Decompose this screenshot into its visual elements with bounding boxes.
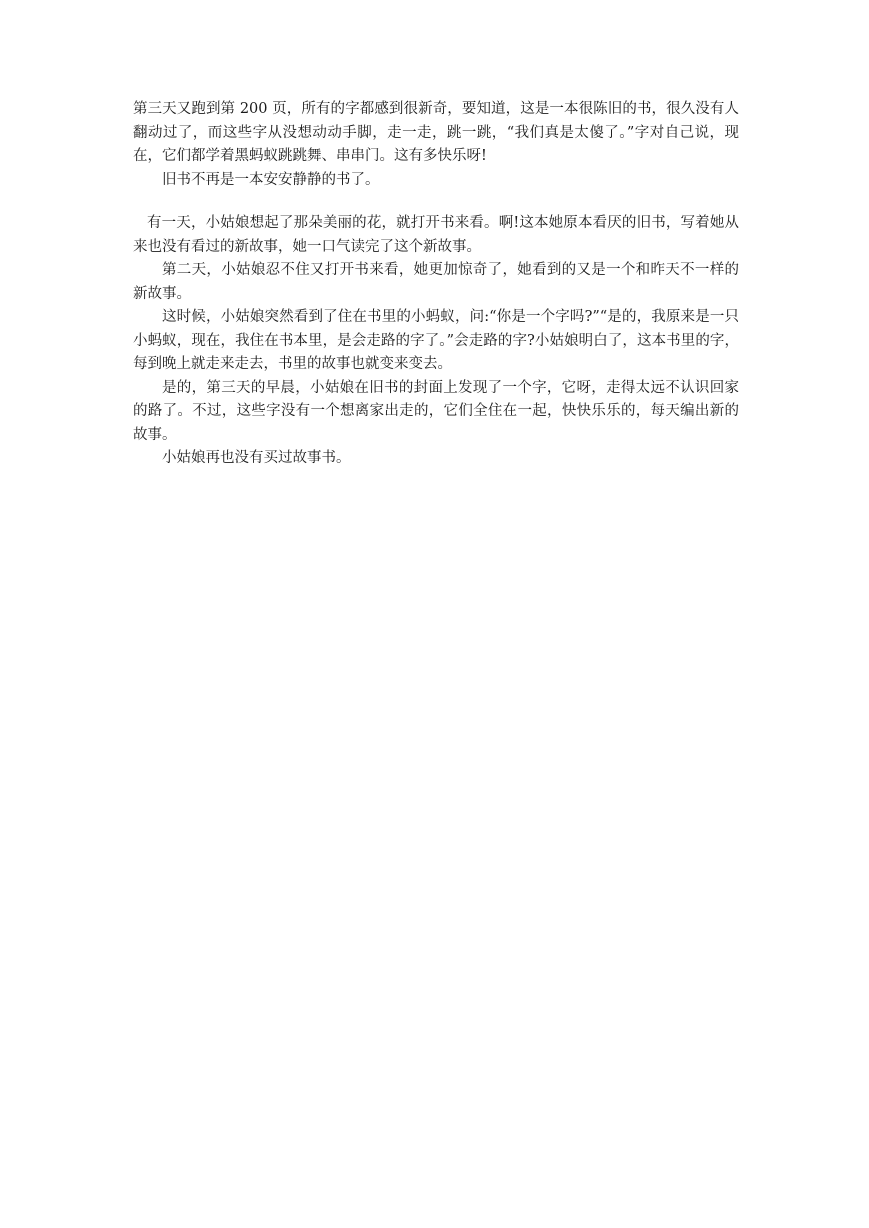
story-text — [133, 98, 739, 471]
paragraph-7: 小姑娘再也没有买过故事书。 — [162, 450, 351, 466]
paragraph-6: 是的，第三天的早晨，小姑娘在旧书的封面上发现了一个字，它呀，走得太远不认识回家的路了。不过，这些字没有一个想离家出走的，它们全住在一起，快快乐乐的，每天编出新的故事。 — [133, 379, 739, 443]
paragraph-3: 有一天，小姑娘想起了那朵美丽的花，就打开书来看。啊!这本她原本看厌的旧书，写着她从来也没有看过的新故事，她一口气读完了这个新故事。 — [133, 215, 739, 255]
paragraph-1: 第三天又跑到第 200 页，所有的字都感到很新奇，要知道，这是一本很陈旧的书，很久没有人翻动过了，而这些字从没想动动手脚，走一走，跳一跳，“我们真是太傻了。”字对自己说，现在，它们都学着黑蚂蚁跳跳舞、串串门。这有多快乐呀! — [133, 101, 739, 164]
paragraph-2: 旧书不再是一本安安静静的书了。 — [162, 171, 380, 188]
paragraph-gap — [133, 192, 739, 212]
paragraph-5: 这时候，小姑娘突然看到了住在书里的小蚂蚁，问:“你是一个字吗?”“是的，我原来是一只小蚂蚁，现在，我住在书本里，是会走路的字了。”会走路的字?小姑娘明白了，这本书里的字，每到晚上就走来走去，书里的故事也就变来变去。 — [133, 309, 739, 372]
paragraph-4: 第二天，小姑娘忍不住又打开书来看，她更加惊奇了，她看到的又是一个和昨天不一样的新故事。 — [133, 262, 739, 302]
